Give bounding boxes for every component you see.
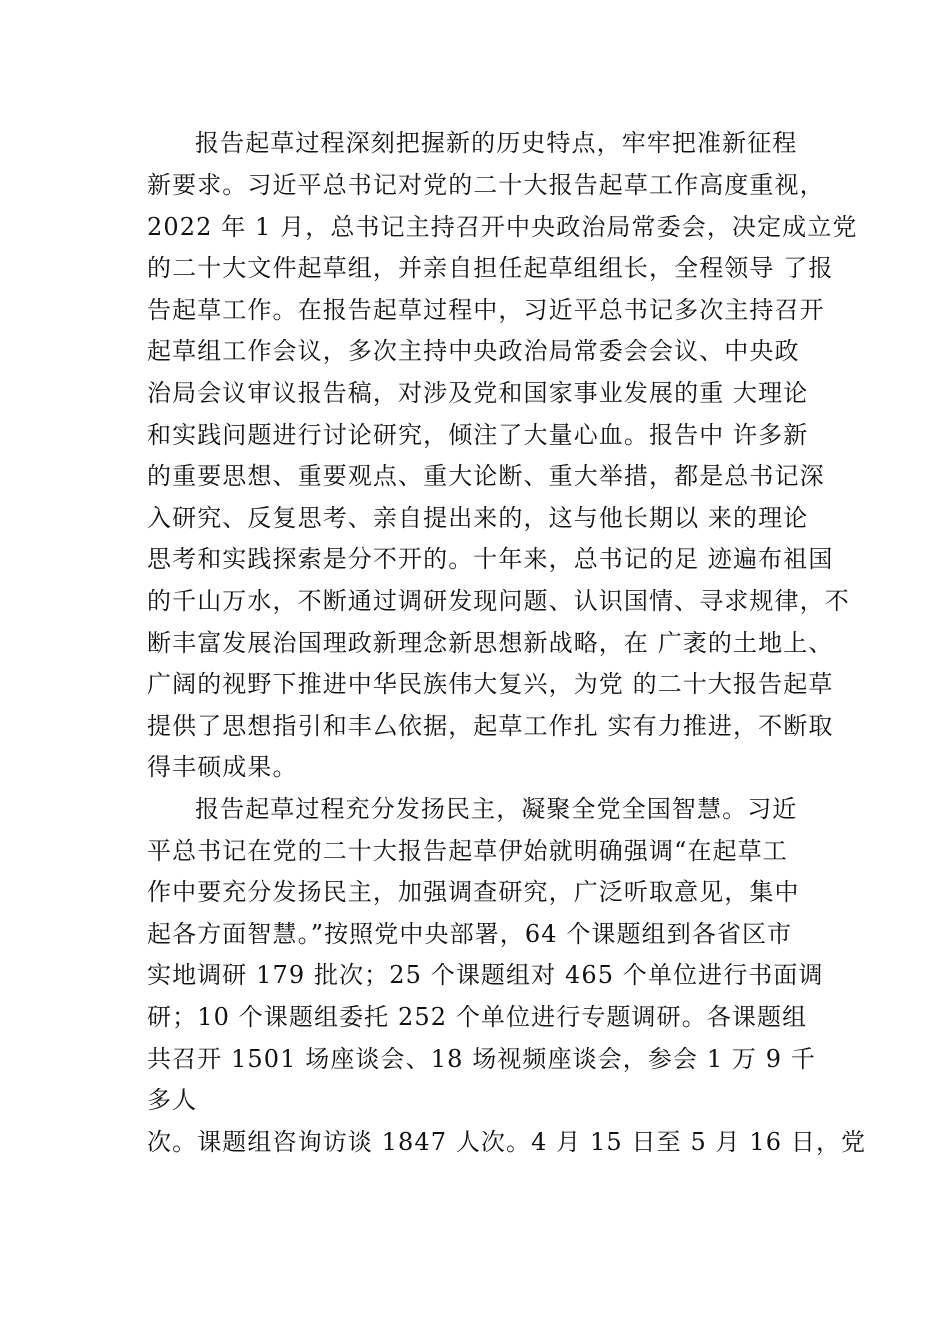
paragraph-1-line-4: 的二十大文件起草组，并亲自担任起草组组长，全程领导 了报 xyxy=(147,254,834,282)
paragraph-1-line-8: 和实践问题进行讨论研究，倾注了大量心血。报告中 许多新 xyxy=(147,421,809,449)
paragraph-2-line-3: 作中要充分发扬民主，加强调查研究，广泛听取意见，集中 xyxy=(147,878,800,906)
paragraph-2-line-6: 研；10 个课题组委托 252 个单位进行专题调研。各课题组 xyxy=(147,1003,808,1031)
paragraph-1-line-3: 2022 年 1 月，总书记主持召开中央政治局常委会，决定成立党 xyxy=(147,213,858,241)
paragraph-1-line-2: 新要求。习近平总书记对党的二十大报告起草工作高度重视， xyxy=(147,171,825,199)
paragraph-2-line-4: 起各方面智慧。”按照党中央部署，64 个课题组到各省区市 xyxy=(147,920,793,948)
paragraph-1-line-6: 起草组工作会议，多次主持中央政治局常委会会议、中央政 xyxy=(147,337,800,365)
paragraph-2-line-5: 实地调研 179 批次；25 个课题组对 465 个单位进行书面调 xyxy=(147,961,824,989)
paragraph-2-line-7: 共召开 1501 场座谈会、18 场视频座谈会，参会 1 万 9 千 xyxy=(147,1045,816,1073)
paragraph-2-line-9: 次。课题组咨询访谈 1847 人次。4 月 15 日至 5 月 16 日，党 xyxy=(147,1128,867,1156)
paragraph-2-line-1: 报告起草过程充分发扬民主，凝聚全党全国智慧。习近 xyxy=(195,795,798,823)
paragraph-1-line-16: 得丰硕成果。 xyxy=(147,753,298,781)
paragraph-1-line-13: 断丰富发展治国理政新理念新思想新战略，在 广袤的土地上、 xyxy=(147,629,834,657)
paragraph-1-line-9: 的重要思想、重要观点、重大论断、重大举措，都是总书记深 xyxy=(147,462,825,490)
paragraph-1-line-10: 入研究、反复思考、亲自提出来的，这与他长期以 来的理论 xyxy=(147,504,809,532)
paragraph-1-line-5: 告起草工作。在报告起草过程中，习近平总书记多次主持召开 xyxy=(147,296,825,324)
paragraph-1-line-14: 广阔的视野下推进中华民族伟大复兴，为党 的二十大报告起草 xyxy=(147,670,834,698)
paragraph-1-line-11: 思考和实践探索是分不开的。十年来，总书记的足 迹遍布祖国 xyxy=(147,545,834,573)
paragraph-1-line-1: 报告起草过程深刻把握新的历史特点，牢牢把准新征程 xyxy=(195,129,798,157)
paragraph-2-line-8: 多人 xyxy=(147,1086,198,1114)
paragraph-1-line-15: 提供了思想指引和丰厶依据，起草工作扎 实有力推进，不断取 xyxy=(147,712,834,740)
paragraph-1-line-7: 治局会议审议报告稿，对涉及党和国家事业发展的重 大理论 xyxy=(147,379,809,407)
paragraph-2-line-2: 平总书记在党的二十大报告起草伊始就明确强调“在起草工 xyxy=(147,837,788,865)
paragraph-1-line-12: 的千山万水，不断通过调研发现问题、认识国情、寻求规律，不 xyxy=(147,587,850,615)
